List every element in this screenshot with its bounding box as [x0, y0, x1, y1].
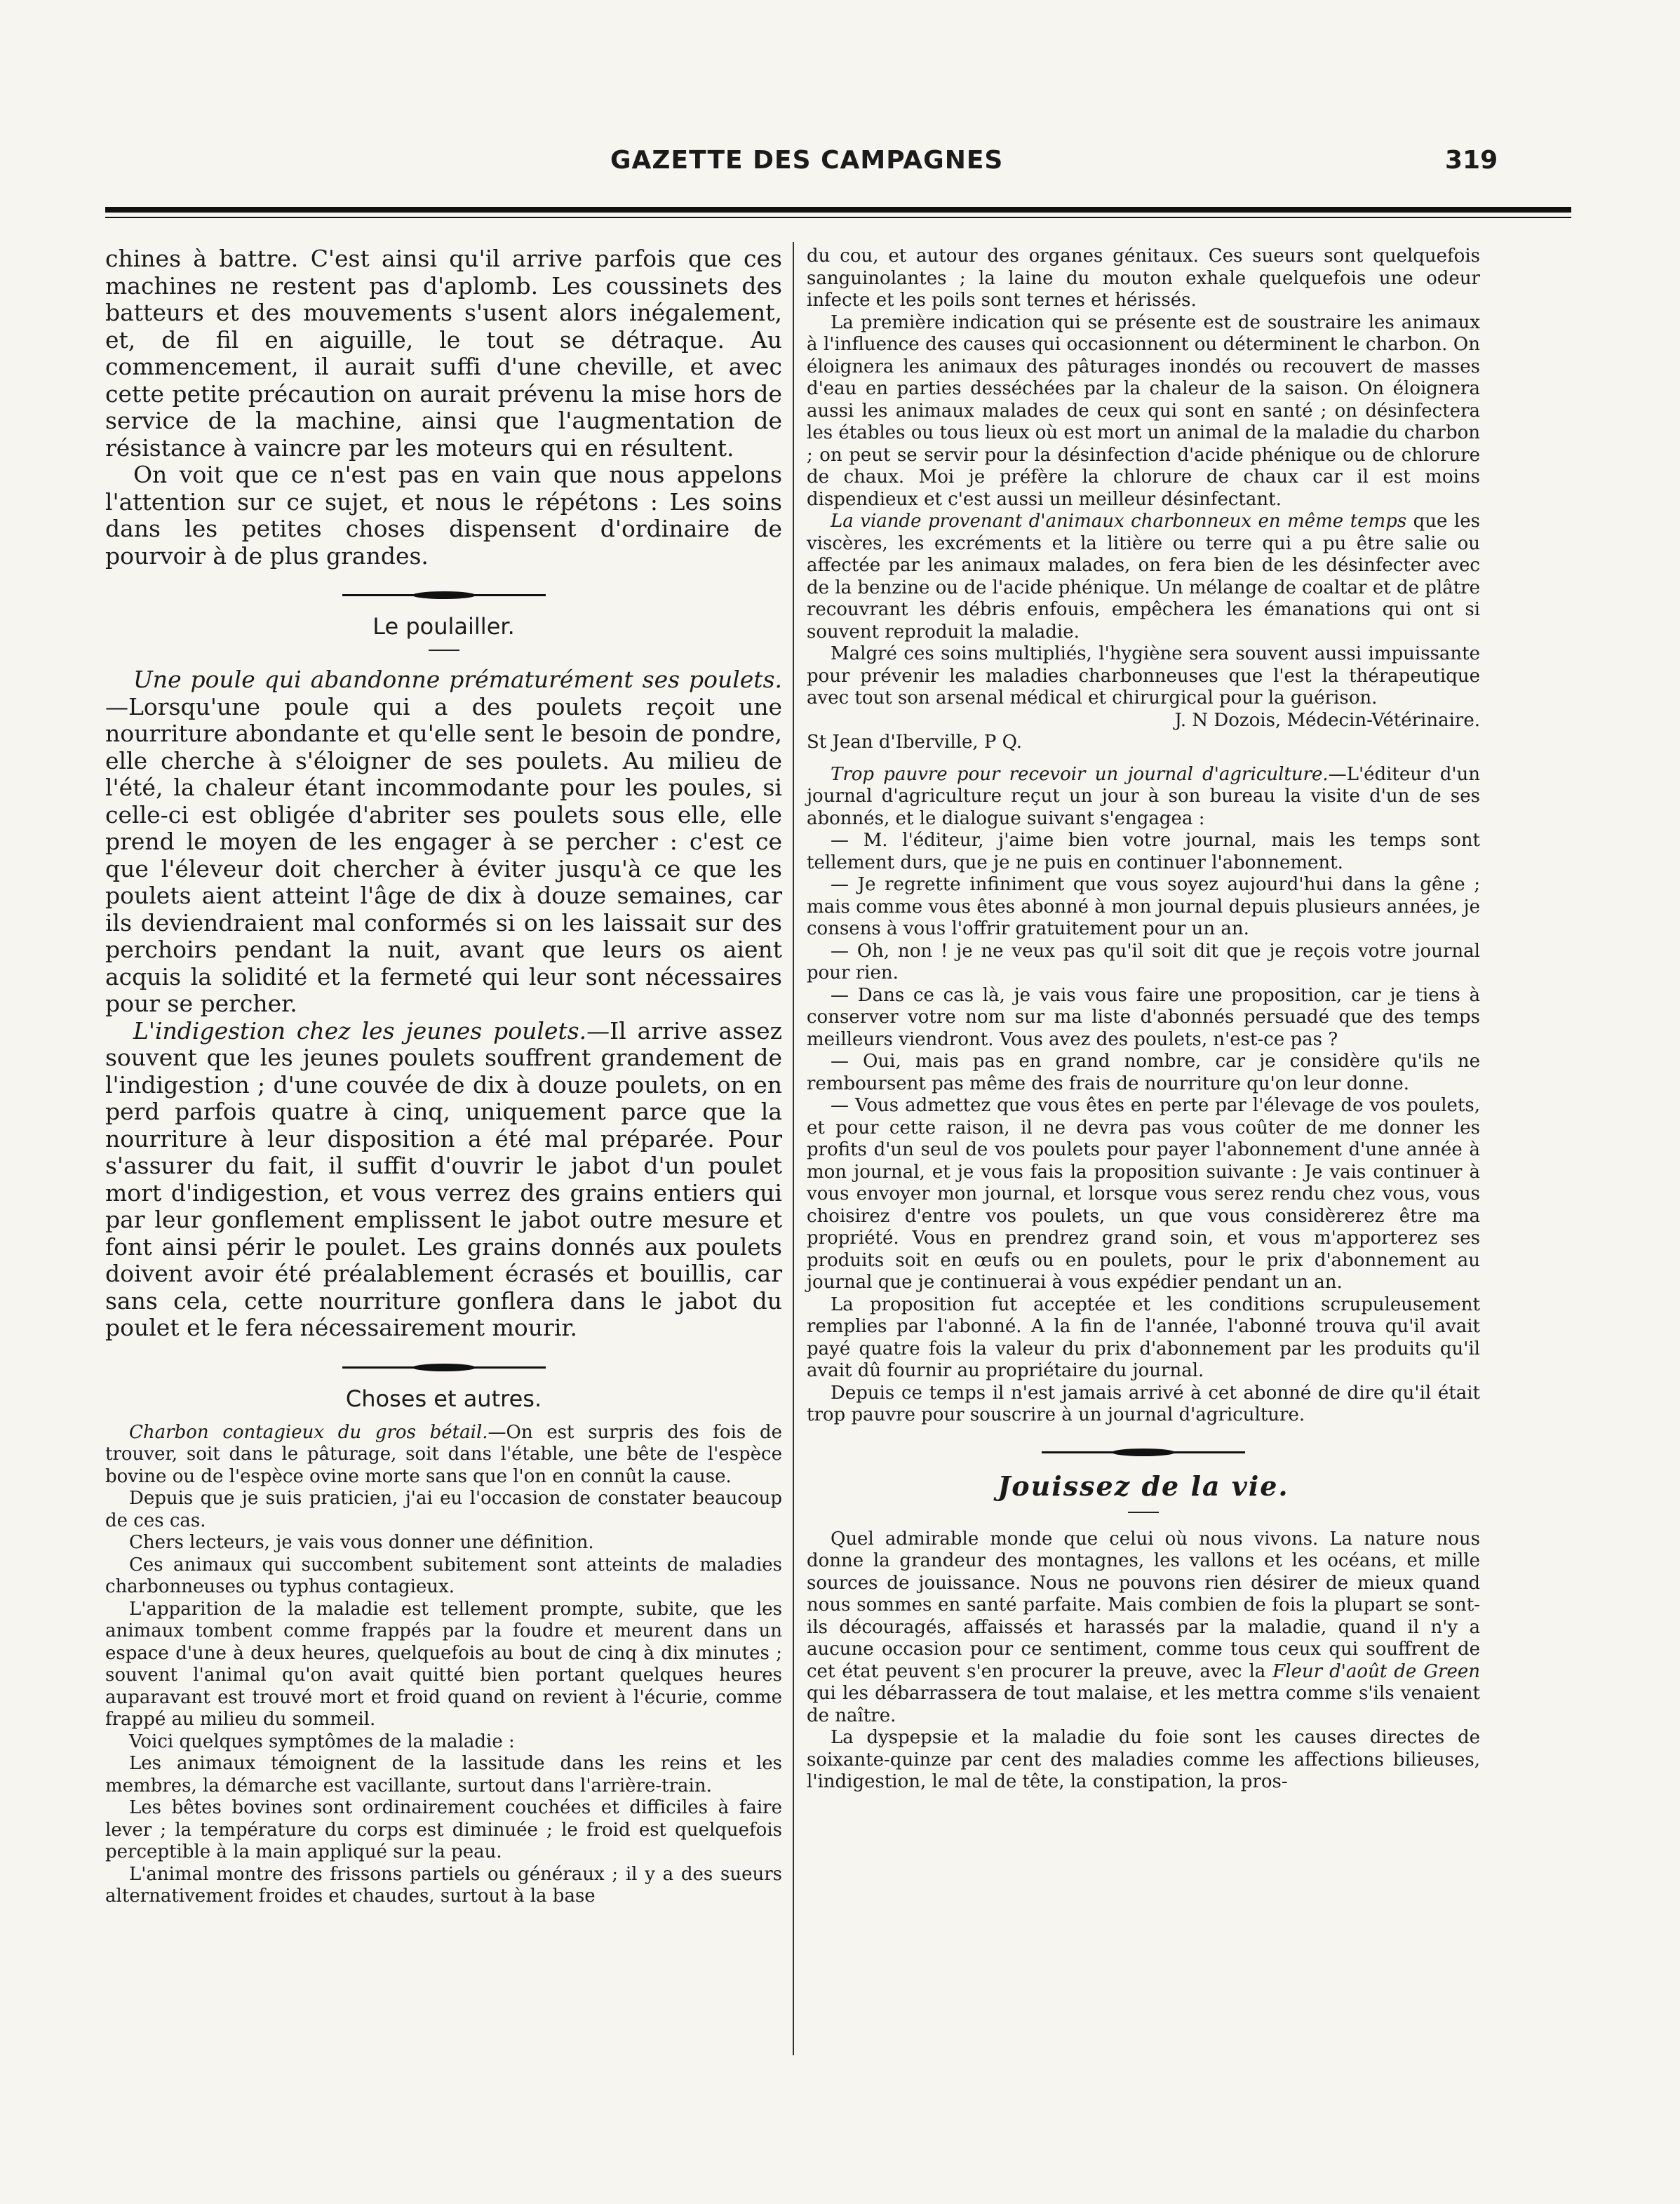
jouissez-paragraph-2: La dyspepsie et la maladie du foie sont les causes directes de soixante-quinze par cent des maladies comme les affections bilieuses, l'indigestion, le mal de tête, la constipation, la pros-	[807, 1727, 1480, 1792]
left-column	[105, 246, 782, 1908]
charbon-paragraph: Les animaux témoignent de la lassitude dans les reins et les membres, la démarche est vacillante, surtout dans l'arrière-train.	[105, 1753, 782, 1796]
subheading-charbon: Charbon contagieux du gros bétail.	[129, 1421, 488, 1443]
dialogue-line: — Oh, non ! je ne veux pas qu'il soit dit que je reçois votre journal pour rien.	[807, 940, 1480, 983]
section-title-jouissez: Jouissez de la vie.	[997, 1470, 1289, 1502]
charbon-paragraph: L'animal montre des frissons partiels ou généraux ; il y a des sueurs alternativement froides et chaudes, surtout à la base	[105, 1863, 782, 1907]
poulailler-text-1: —Lorsqu'une poule qui a des poulets reçoit une nourriture abondante et qu'elle sent le besoin de pondre, elle cherche à s'éloigner de ses poulets. Au milieu de l'été, la chaleur étant incommodante pour les poules, si celle-ci est obligée d'abriter ses poulets sous elle, elle prend le moyen de les engager à se percher : c'est ce que l'éleveur doit chercher à éviter jusqu'à ce que les poulets aient atteint l'âge de dix à douze semaines, car ils deviendraient mal conformés si on les laissait sur des perchoirs pendant la nuit, avant que leurs os aient acquis la solidité et la fermeté qui leur sont nécessaires pour se percher.	[105, 692, 782, 1017]
dialogue-line: — M. l'éditeur, j'aime bien votre journal, mais les temps sont tellement durs, que je ne puis en continuer l'abonnement.	[807, 830, 1480, 873]
short-rule	[429, 650, 459, 651]
dialogue-line: Depuis ce temps il n'est jamais arrivé à cet abonné de dire qu'il était trop pauvre pour souscrire à un journal d'agriculture.	[807, 1382, 1480, 1425]
malgre-paragraph: Malgré ces soins multipliés, l'hygiène sera souvent aussi impuissante pour prévenir les maladies charbonneuses que l'est la thérapeutique avec tout son arsenal médical et chirurgical pour la guérison.	[807, 643, 1480, 708]
dialogue-line: — Oui, mais pas en grand nombre, car je considère qu'ils ne remboursent pas même des frais de nourriture qu'on leur donne.	[807, 1051, 1480, 1094]
pauvre-text: —L'éditeur d'un journal d'agriculture reçut un jour à son bureau la visite d'un de ses abonnés, et le dialogue suivant s'engagea :	[807, 763, 1480, 829]
charbon-paragraph: Ces animaux qui succombent subitement sont atteints de maladies charbonneuses ou typhus contagieux.	[105, 1554, 782, 1597]
product-name: Fleur d'août de Green	[1272, 1660, 1480, 1682]
subheading-poule: Une poule qui abandonne prématurément ses poulets.	[133, 666, 782, 693]
charbon-continued-1: du cou, et autour des organes génitaux. Ces sueurs sont quelquefois sanguinolantes ; la laine du mouton exhale quelquefois une odeur infecte et les poils sont ternes et hérissés.	[807, 246, 1480, 311]
section-ornament	[807, 1442, 1480, 1463]
charbon-paragraph: Les bêtes bovines sont ordinairement couchées et difficiles à faire lever ; la température du corps est diminuée ; le froid est quelquefois perceptible à la main appliqué sur la peau.	[105, 1797, 782, 1862]
section-title-poulailler: Le poulailler.	[372, 613, 515, 640]
intro-paragraph-1: chines à battre. C'est ainsi qu'il arrive parfois que ces machines ne restent pas d'aplomb. Les coussinets des batteurs et des mouvements s'usent alors inégalement, et, de fil en aiguille, le tout se détraque. Au commencement, il aurait suffi d'une cheville, et avec cette petite précaution on aurait prévenu la mise hors de service de la machine, ainsi que l'augmentation de résistance à vaincre par les moteurs qui en résultent.	[105, 245, 782, 462]
viande-paragraph	[807, 511, 1480, 643]
dialogue-line: — Vous admettez que vous êtes en perte par l'élevage de vos poulets, et pour cette raison, il ne devra pas vous coûter de me donner les profits d'un seul de vos poulets pour payer l'abonnement d'une année à mon journal, et je vous fais la proposition suivante : Je vais continuer à vous envoyer mon journal, et lorsque vous serez rendu chez vous, vous choisirez d'entre vos poulets, un que vous considèrerez être ma propriété. Vous en prendrez grand soin, et vous m'apporterez ses produits soit en œufs ou en poulets, pour le prix d'abonnement au journal que je continuerai à vous expédier pendant un an.	[807, 1095, 1480, 1293]
dialogue-line: — Dans ce cas là, je vais vous faire une proposition, car je tiens à conserver votre nom sur ma liste d'abonnés persuadé que des temps meilleurs viendront. Vous avez des poulets, n'est-ce pas ?	[807, 984, 1480, 1050]
header-rule-thick	[105, 207, 1571, 213]
poulailler-article	[105, 666, 782, 1342]
viande-text: que les viscères, les excréments et la litière ou terre qui a pu être salie ou affectée par les animaux malades, on fera bien de les désinfecter avec de la benzine ou de l'acide phénique. Un mélange de coaltar et de plâtre recouvrant les débris enfouis, empêchera les émanations qui ont si souvent reproduit la maladie.	[807, 511, 1480, 643]
charbon-text-1: —On est surpris des fois de trouver, soit dans le pâturage, soit dans l'étable, une bête de l'espèce bovine ou de l'espèce ovine morte sans que l'on en connût la cause.	[105, 1421, 782, 1487]
intro-paragraph-2: On voit que ce n'est pas en vain que nous appelons l'attention sur ce sujet, et nous le répétons : Les soins dans les petites choses dispensent d'ordinaire de pourvoir à de plus grandes.	[105, 461, 782, 570]
poulailler-paragraph-2	[105, 1018, 782, 1342]
header-rule-thin	[105, 217, 1571, 218]
poulailler-text-2: —Il arrive assez souvent que les jeunes poulets souffrent grandement de l'indigestion ; d'une couvée de dix à douze poulets, on en perd parfois quatre à cinq, uniquement parce que la nourriture à leur disposition a été mal préparée. Pour s'assurer du fait, il suffit d'ouvrir le jabot d'un poulet mort d'indigestion, et vous verrez des grains entiers qui par leur gonflement emplissent le jabot outre mesure et font ainsi périr le poulet. Les grains donnés aux poulets doivent avoir été préalablement écrasés et bouillis, car sans cela, cette nourriture gonflera dans le jabot du poulet et le fera nécessairement mourir.	[105, 1016, 783, 1341]
poulailler-paragraph-1	[105, 666, 782, 1018]
jouissez-paragraph-1	[807, 1528, 1480, 1728]
short-rule	[1128, 1512, 1159, 1513]
section-ornament	[105, 1357, 782, 1378]
subheading-viande: La viande provenant d'animaux charbonneux en même temps	[831, 511, 1407, 532]
dialogue-line: La proposition fut acceptée et les conditions scrupuleusement remplies par l'abonné. A la fin de l'année, l'abonné trouva qu'il avait payé quatre fois la valeur du prix d'abonnement par les produits qu'il avait dû fournir au propriétaire du journal.	[807, 1293, 1480, 1381]
jouissez-text-b: qui les débarrassera de tout malaise, et les mettra comme s'ils venaient de naître.	[807, 1683, 1480, 1726]
running-title: GAZETTE DES CAMPAGNES	[610, 146, 1004, 175]
dialogue-line: — Je regrette infiniment que vous soyez aujourd'hui dans la gêne ; mais comme vous êtes abonné à mon journal depuis plusieurs années, je consens à vous l'offrir gratuitement pour un an.	[807, 874, 1480, 939]
choses-article	[105, 1422, 782, 1908]
page-number: 319	[1445, 146, 1498, 175]
author-signature: J. N Dozois, Médecin-Vétérinaire.	[1174, 709, 1480, 731]
charbon-paragraph: Depuis que je suis praticien, j'ai eu l'occasion de constater beaucoup de ces cas.	[105, 1488, 782, 1531]
subheading-pauvre: Trop pauvre pour recevoir un journal d'agriculture.	[831, 763, 1329, 785]
column-separator	[793, 242, 794, 2055]
section-ornament	[105, 585, 782, 606]
charbon-paragraph-1	[105, 1422, 782, 1489]
charbon-paragraph: L'apparition de la maladie est tellement prompte, subite, que les animaux tombent comme frappés par la foudre et meurent dans un espace d'une à deux heures, quelquefois au bout de cinq à dix minutes ; souvent l'animal qu'on avait quitté bien portant quelques heures auparavant est trouvé mort et froid quand on revient à l'écurie, comme frappé au milieu du sommeil.	[105, 1598, 782, 1730]
section-title-choses: Choses et autres.	[345, 1385, 542, 1412]
charbon-paragraph: Voici quelques symptômes de la maladie :	[129, 1731, 515, 1752]
charbon-continued-2: La première indication qui se présente est de soustraire les animaux à l'influence des causes qui occasionnent ou déterminent le charbon. On éloignera les animaux des pâturages inondés ou recouvert de masses d'eau en parties desséchées par la chaleur de la saison. On éloignera aussi les animaux malades de ceux qui sont en santé ; on désinfectera les étables ou tous lieux où est mort un animal de la maladie du charbon ; on peut se servir pour la désinfection d'acide phénique ou de chlorure de chaux. Moi je préfère la chlorure de chaux car il est moins dispendieux et c'est aussi un meilleur désinfectant.	[807, 311, 1480, 510]
right-column	[807, 246, 1480, 1794]
subheading-indigestion: L'indigestion chez les jeunes poulets.	[133, 1016, 587, 1044]
charbon-paragraph: Chers lecteurs, je vais vous donner une définition.	[129, 1532, 594, 1553]
jouissez-text-a: Quel admirable monde que celui où nous vivons. La nature nous donne la grandeur des montagnes, les vallons et les océans, et mille sources de jouissance. Nous ne pouvons rien désirer de mieux quand nous sommes en santé parfaite. Mais combien de fois la plupart se sont-ils découragés, affaissés et harassés par la maladie, quand il n'y a aucune occasion pour ce sentiment, comme tous ceux qui souffrent de cet état peuvent s'en procurer la preuve, avec la	[807, 1528, 1480, 1682]
pauvre-paragraph	[807, 764, 1480, 831]
intro-article	[105, 246, 782, 570]
signature-place: St Jean d'Iberville, P Q.	[807, 732, 1022, 753]
